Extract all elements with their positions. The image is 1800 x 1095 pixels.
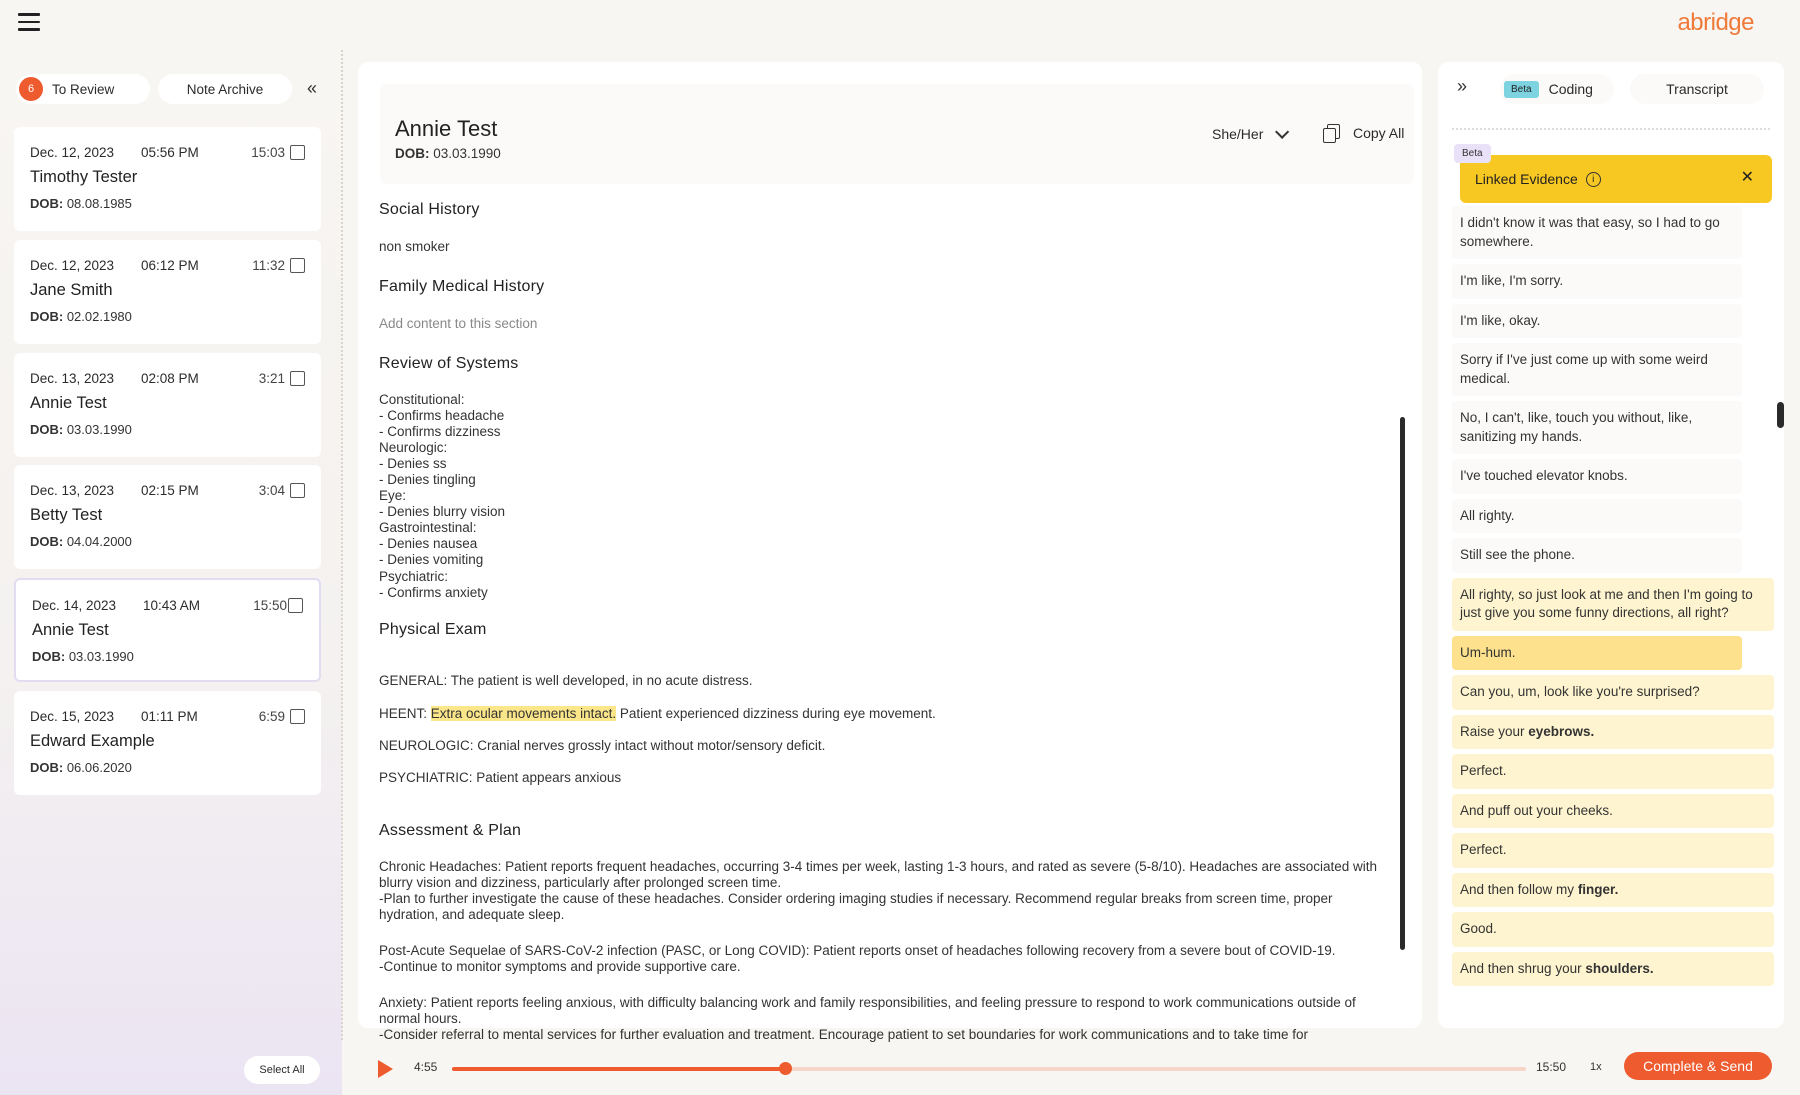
note-panel <box>358 62 1422 1043</box>
visit-dob <box>30 422 305 437</box>
dob-value: 04.04.2000 <box>63 534 132 549</box>
complete-send-button[interactable]: Complete & Send <box>1624 1052 1772 1080</box>
current-time: 4:55 <box>414 1060 438 1074</box>
dob-value: 02.02.1980 <box>63 309 132 324</box>
collapse-panel-icon[interactable]: « <box>307 78 318 98</box>
dob-label: DOB: <box>30 422 64 437</box>
pe-general: GENERAL: The patient is well developed, in no acute distress. <box>379 673 753 689</box>
visit-checkbox[interactable] <box>288 598 303 613</box>
transcript-line-linked[interactable]: And then shrug your shoulders. <box>1452 952 1774 987</box>
family-history-placeholder[interactable]: Add content to this section <box>379 315 538 331</box>
transcript-line[interactable]: I'm like, okay. <box>1452 304 1742 339</box>
dob-value: 06.06.2020 <box>63 760 132 775</box>
transcript-line[interactable]: I didn't know it was that easy, so I had to go somewhere. <box>1452 206 1742 259</box>
assessment-plan-p1[interactable]: Chronic Headaches: Patient reports frequent headaches, occurring 3-4 times per week, lasting 1-3 hours, and rated as severe (5-8/10). Headaches are associated with blurry vision and dizziness, particularly after prolonged screen time. -Plan to further investigate the cause of these headaches. Consider ordering imaging studies if necessary. Recommend regular breaks from screen time, proper hydration, and adequate sleep. <box>379 858 1378 922</box>
review-count-badge: 6 <box>19 77 43 101</box>
section-title-assessment-plan: Assessment & Plan <box>379 822 522 840</box>
transcript-line[interactable]: No, I can't, like, touch you without, like, sanitizing my hands. <box>1452 401 1742 454</box>
visit-checkbox[interactable] <box>290 258 305 273</box>
dob-label: DOB: <box>395 146 430 161</box>
transcript-line[interactable]: I've touched elevator knobs. <box>1452 459 1742 494</box>
evidence-panel <box>1438 62 1784 1028</box>
total-time: 15:50 <box>1536 1060 1567 1074</box>
visit-card-selected[interactable] <box>14 578 321 682</box>
left-tabs <box>14 74 330 104</box>
audio-scrubber-handle[interactable] <box>779 1062 792 1075</box>
transcript-line-linked[interactable]: And then follow my finger. <box>1452 873 1774 908</box>
visit-date: Dec. 12, 2023 <box>30 145 115 160</box>
patient-name: Annie Test <box>395 116 498 141</box>
dob-label: DOB: <box>32 649 66 664</box>
linked-evidence-label: Linked Evidence <box>1475 171 1578 187</box>
audio-progress-track[interactable] <box>452 1067 1526 1071</box>
visit-date: Dec. 15, 2023 <box>30 709 115 724</box>
transcript-line-linked[interactable]: Perfect. <box>1452 833 1774 868</box>
section-title-review-of-systems: Review of Systems <box>379 355 519 372</box>
transcript-line-active[interactable]: Um-hum. <box>1452 636 1742 671</box>
linked-evidence-highlight[interactable]: Extra ocular movements intact. <box>430 705 617 721</box>
transcript-line-linked[interactable]: Can you, um, look like you're surprised? <box>1452 675 1774 710</box>
visit-date: Dec. 14, 2023 <box>32 598 117 613</box>
visit-time: 06:12 PM <box>141 258 199 273</box>
dob-label: DOB: <box>30 534 64 549</box>
visit-dob <box>30 534 305 549</box>
visit-date: Dec. 13, 2023 <box>30 371 115 386</box>
linked-evidence-bar <box>1460 155 1772 203</box>
visit-dob <box>30 196 305 211</box>
panel-divider <box>341 50 343 1040</box>
transcript-line-linked[interactable]: Raise your eyebrows. <box>1452 715 1774 750</box>
pe-heent-label: HEENT: <box>379 705 431 721</box>
transcript-list[interactable] <box>1452 206 1772 1014</box>
copy-all-button[interactable] <box>1323 124 1404 142</box>
visit-duration: 6:59 <box>258 709 285 724</box>
visit-dob <box>32 649 303 664</box>
visit-duration: 11:32 <box>252 258 285 273</box>
audio-progress-fill <box>452 1067 785 1071</box>
dob-value: 08.08.1985 <box>63 196 132 211</box>
dob-label: DOB: <box>30 196 64 211</box>
visit-patient-name: Edward Example <box>30 732 155 750</box>
visit-duration: 15:03 <box>251 145 285 160</box>
visit-duration: 3:21 <box>258 371 285 386</box>
visit-list-panel <box>0 46 342 1095</box>
visit-patient-name: Timothy Tester <box>30 168 138 186</box>
transcript-line[interactable]: Still see the phone. <box>1452 538 1742 573</box>
visit-patient-name: Jane Smith <box>30 281 113 299</box>
pe-heent <box>379 706 1389 722</box>
pronoun-dropdown[interactable] <box>1212 126 1285 142</box>
visit-duration: 3:04 <box>258 483 285 498</box>
transcript-line-linked[interactable]: Perfect. <box>1452 754 1774 789</box>
transcript-line[interactable]: Sorry if I've just come up with some weird medical. <box>1452 343 1742 396</box>
visit-time: 02:08 PM <box>141 371 199 386</box>
physical-exam-text[interactable] <box>379 657 1389 802</box>
assessment-plan-p2[interactable]: Post-Acute Sequelae of SARS-CoV-2 infection (PASC, or Long COVID): Patient reports onset of headaches following recovery from a severe bout of COVID-19. -Continue to monitor symptoms and provide supportive care. <box>379 942 1336 975</box>
divider <box>1452 128 1770 130</box>
dob-value: 03.03.1990 <box>429 146 501 161</box>
visit-time: 10:43 AM <box>143 598 201 613</box>
tab-coding[interactable] <box>1500 74 1614 104</box>
pe-psychiatric: PSYCHIATRIC: Patient appears anxious <box>379 769 622 785</box>
beta-badge-small: Beta <box>1454 144 1491 163</box>
visit-card[interactable] <box>14 465 321 569</box>
patient-dob <box>395 146 501 161</box>
visit-time: 01:11 PM <box>141 709 198 724</box>
dob-label: DOB: <box>30 760 64 775</box>
visit-dob <box>30 309 305 324</box>
note-body[interactable] <box>379 192 1389 1043</box>
visit-card[interactable] <box>14 353 321 457</box>
visit-checkbox[interactable] <box>290 371 305 386</box>
assessment-plan-p3[interactable]: Anxiety: Patient reports feeling anxious, with difficulty balancing work and family responsibilities, and feeling pressure to respond to work communications outside of normal hours. -Consider referral to mental services for further evaluation and treatment. Encourage patient to set boundaries for work communications and to take time for <box>379 995 1356 1043</box>
transcript-line-linked[interactable]: And puff out your cheeks. <box>1452 794 1774 829</box>
section-title-social-history: Social History <box>379 201 480 218</box>
tab-to-review-label: To Review <box>52 81 115 97</box>
play-icon[interactable] <box>378 1060 393 1078</box>
info-icon[interactable]: i <box>1586 172 1601 187</box>
section-title-family-history: Family Medical History <box>379 278 545 295</box>
tab-to-review[interactable] <box>16 74 150 104</box>
visit-checkbox[interactable] <box>290 709 305 724</box>
dob-label: DOB: <box>30 309 64 324</box>
visit-time: 02:15 PM <box>141 483 199 498</box>
dob-value: 03.03.1990 <box>63 422 132 437</box>
tab-transcript[interactable]: Transcript <box>1630 74 1764 104</box>
visit-checkbox[interactable] <box>290 145 305 160</box>
transcript-scrollbar[interactable] <box>1777 402 1784 428</box>
top-bar <box>0 0 1800 46</box>
transcript-line[interactable]: I'm like, I'm sorry. <box>1452 264 1742 299</box>
transcript-line-linked[interactable]: All righty, so just look at me and then I'm going to just give you some funny directions, all right? <box>1452 578 1774 631</box>
pronoun-value: She/Her <box>1212 126 1264 142</box>
expand-panel-icon[interactable]: » <box>1457 76 1468 96</box>
tab-note-archive[interactable]: Note Archive <box>158 74 292 104</box>
visit-date: Dec. 13, 2023 <box>30 483 115 498</box>
transcript-line[interactable]: All righty. <box>1452 499 1742 534</box>
copy-all-label: Copy All <box>1353 125 1405 141</box>
visit-duration: 15:50 <box>253 598 287 613</box>
review-of-systems-text[interactable]: Constitutional: - Confirms headache - Confirms dizziness Neurologic: - Denies ss - Denies tingling Eye: - Denies blurry vision Gastrointestinal: - Denies nausea - Denies vomiting Psychiatric: - Confirms anxiety <box>379 391 506 600</box>
visit-patient-name: Betty Test <box>30 506 103 524</box>
beta-badge: Beta <box>1504 81 1539 98</box>
dob-value: 03.03.1990 <box>65 649 134 664</box>
visit-card[interactable] <box>14 127 321 231</box>
playback-speed[interactable]: 1x <box>1590 1061 1602 1073</box>
select-all-button[interactable]: Select All <box>244 1056 320 1084</box>
visit-time: 05:56 PM <box>141 145 199 160</box>
pe-neurologic: NEUROLOGIC: Cranial nerves grossly intact without motor/sensory deficit. <box>379 737 826 753</box>
close-icon[interactable]: ✕ <box>1740 169 1754 186</box>
visit-card[interactable] <box>14 240 321 344</box>
visit-checkbox[interactable] <box>290 483 305 498</box>
social-history-text[interactable]: non smoker <box>379 238 450 254</box>
visit-card[interactable] <box>14 691 321 795</box>
audio-player <box>358 1040 1784 1094</box>
visit-patient-name: Annie Test <box>30 394 107 412</box>
visit-dob <box>30 760 305 775</box>
visit-date: Dec. 12, 2023 <box>30 258 115 273</box>
abridge-logo: abridge <box>1677 9 1754 36</box>
note-scrollbar[interactable] <box>1400 417 1405 950</box>
tab-coding-label: Coding <box>1548 81 1593 97</box>
copy-icon <box>1323 124 1339 142</box>
section-title-physical-exam: Physical Exam <box>379 620 487 638</box>
note-header <box>380 84 1414 184</box>
chevron-down-icon <box>1275 125 1289 139</box>
transcript-line-linked[interactable]: Good. <box>1452 912 1774 947</box>
pe-heent-rest: Patient experienced dizziness during eye movement. <box>616 705 936 721</box>
visit-patient-name: Annie Test <box>32 621 109 639</box>
menu-icon[interactable] <box>18 13 40 31</box>
